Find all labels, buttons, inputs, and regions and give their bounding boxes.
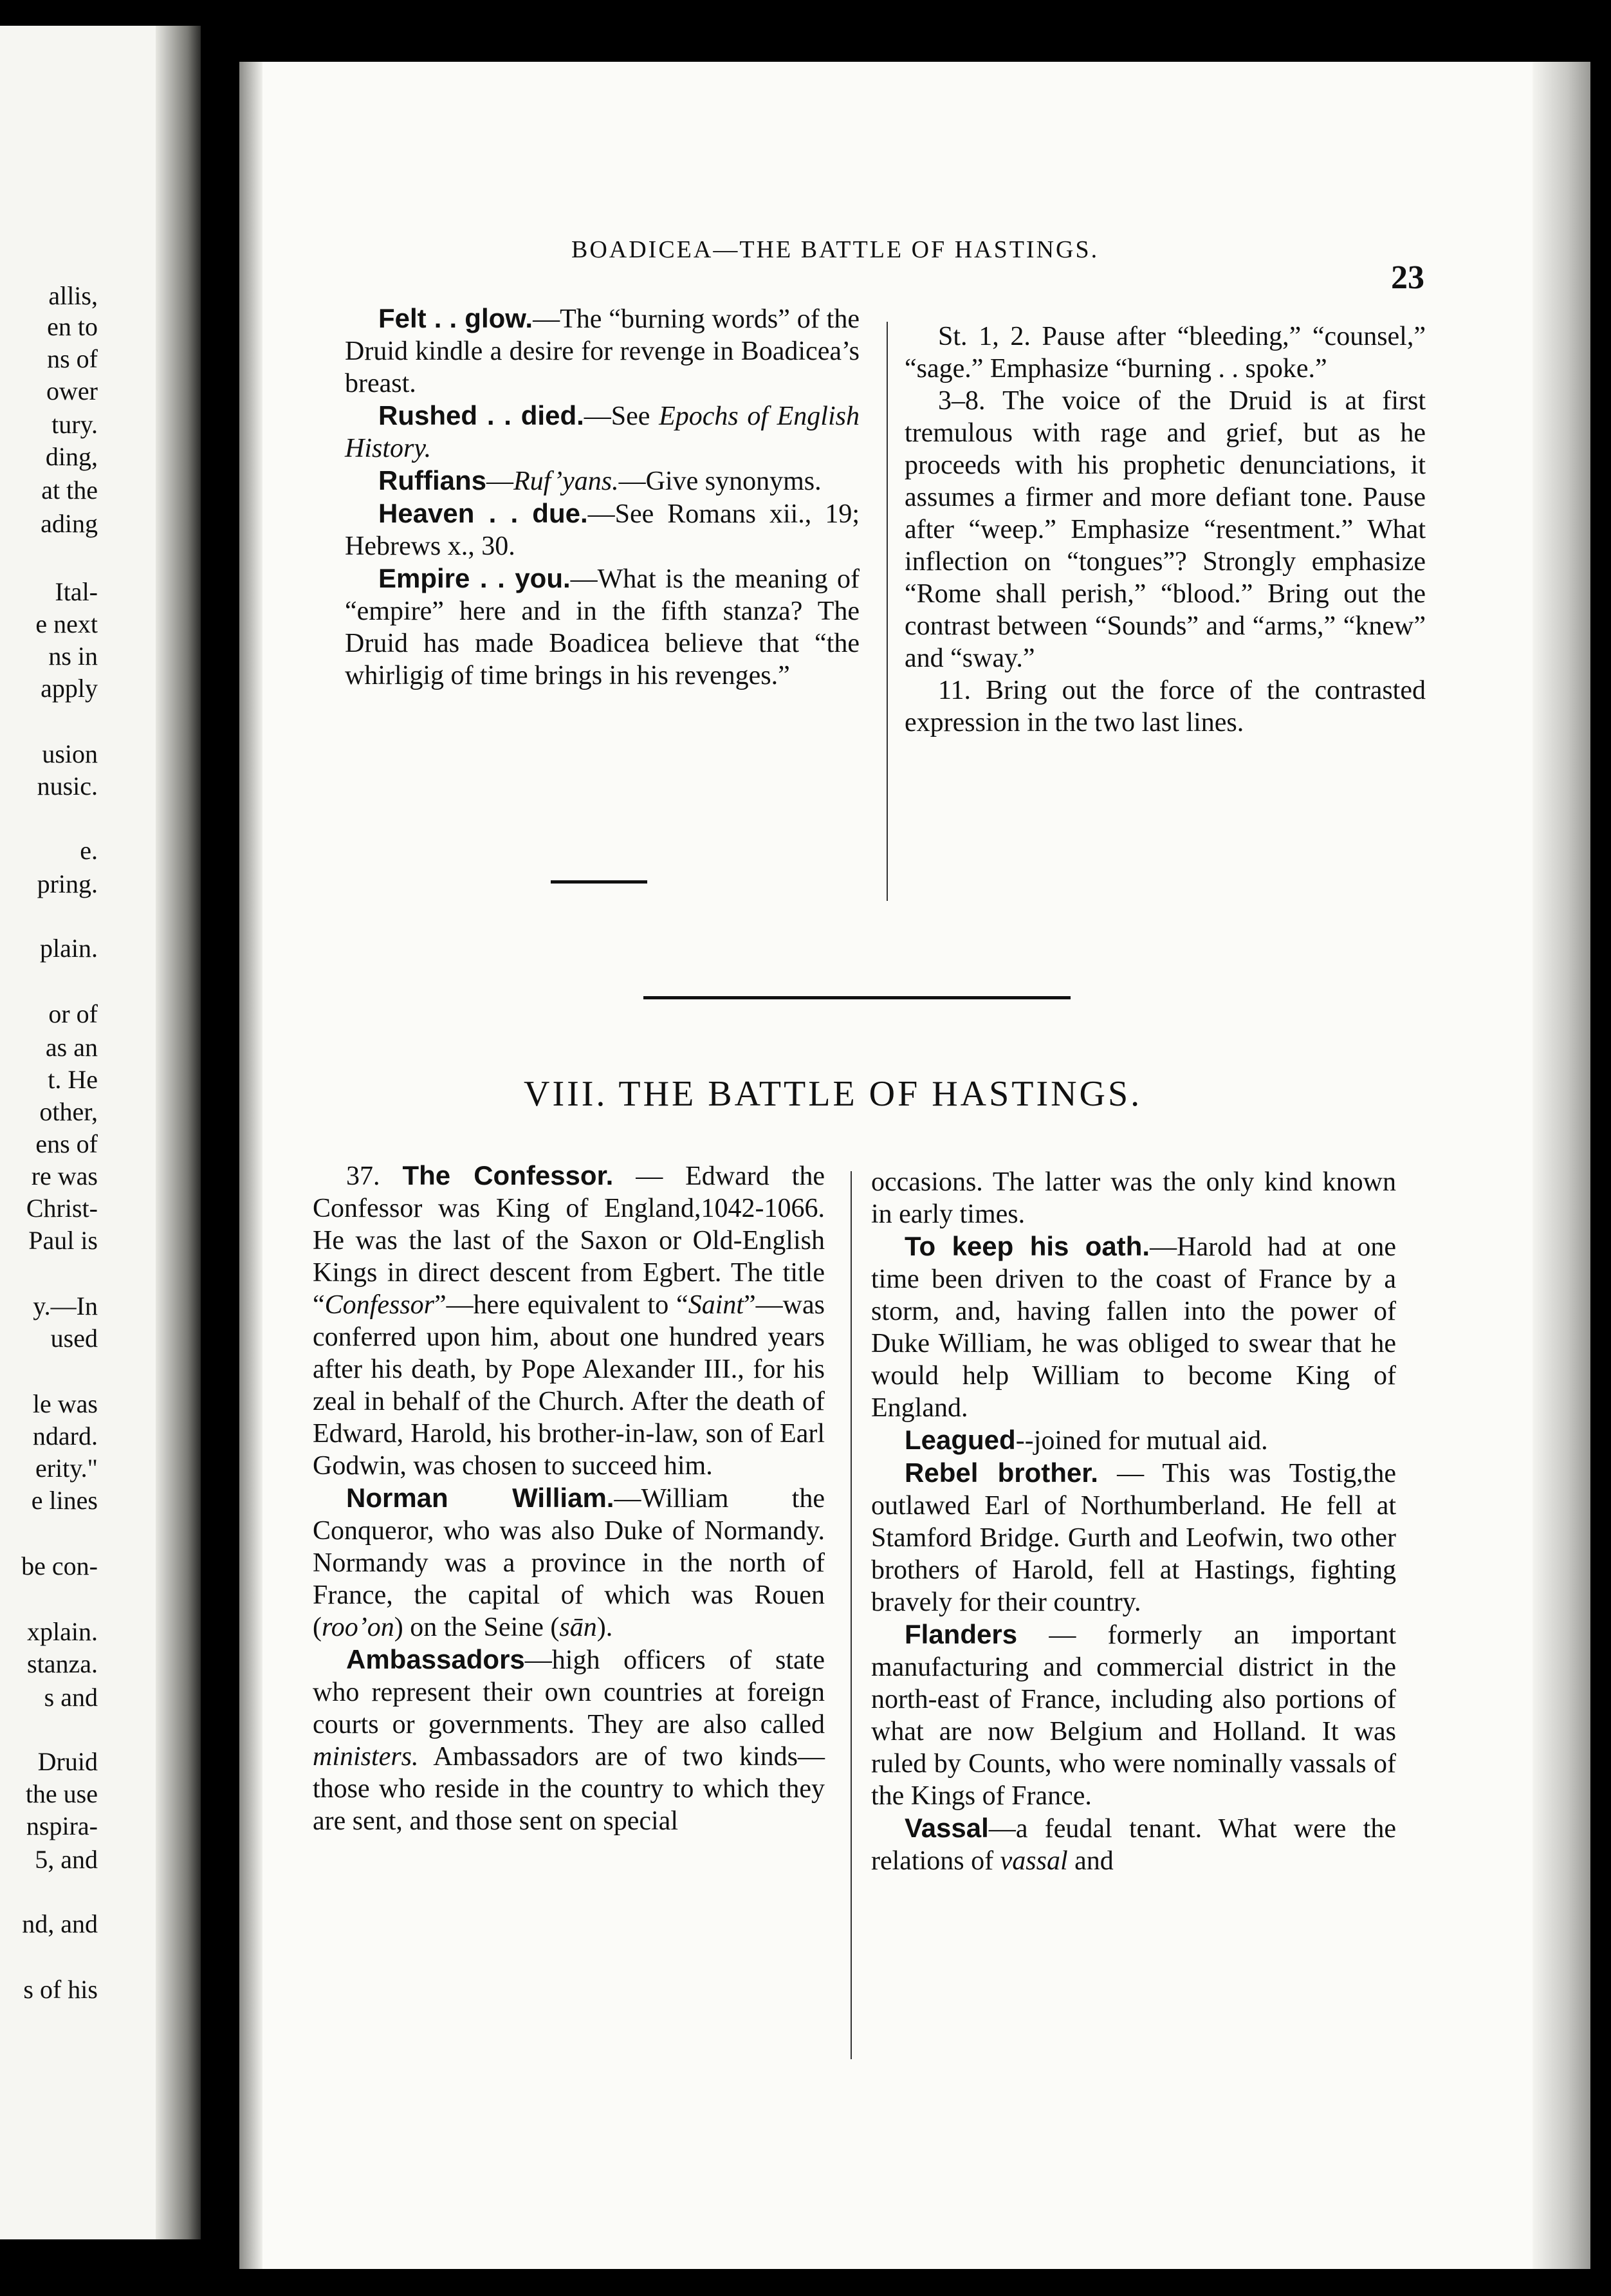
note-ruffians-dash: — (486, 467, 513, 496)
note-rebel (871, 1457, 1396, 1618)
note-confessor-text-a: — Edward the Confessor was King of England,1042-1066. He was the last of the Saxon or Old-English Kings in direct descent from Egbert. The title “ (313, 1162, 825, 1320)
note-ambassadors (313, 1643, 825, 1837)
term-ruffians: Ruffians (378, 465, 486, 495)
note-confessor-text-c: ”—was conferred upon him, about one hundred years after his death, by Pope Alexander III., for his zeal in behalf of the Church. After the death of Edward, Harold, his brother-in-law, son of Earl Godwin, was chosen to succeed him. (313, 1290, 825, 1481)
note-vassal (871, 1812, 1396, 1877)
margin-fragment: xplain. (27, 1617, 98, 1646)
note-flanders-text: — formerly an important manufacturing and commercial district in the north-east of France, including also portions of what are now Belgium and Holland. It was ruled by Counts, who were nominally vassals of the Kings of France. (871, 1620, 1396, 1811)
note-leagued-text: --joined for mutual aid. (1015, 1426, 1268, 1456)
margin-fragment: ading (41, 509, 98, 538)
margin-fragment: nusic. (37, 772, 98, 801)
note-norman-text-a: —William the Conqueror, who was also Duke of Normandy. Normandy was a province in the north of France, the capital of which was Rouen ( (313, 1484, 825, 1642)
note-ruffians-pron: Ruf’yans. (513, 467, 619, 496)
margin-fragment: e lines (31, 1486, 98, 1515)
margin-fragment: allis, (48, 281, 98, 310)
margin-fragment: stanza. (27, 1649, 98, 1678)
margin-fragment: other, (39, 1097, 98, 1126)
note-norman-text-b: ) on the Seine ( (394, 1613, 560, 1642)
margin-fragment: Paul is (28, 1226, 98, 1255)
margin-fragment: at the (41, 476, 98, 505)
margin-fragment: ower (46, 376, 98, 405)
term-oath: To keep his oath. (905, 1231, 1150, 1261)
note-amb-text-b: Ambassadors are of two kinds—those who reside in the country to which they are sent, and those sent on special (313, 1742, 825, 1836)
margin-fragment: ns in (48, 642, 98, 671)
margin-fragment: le was (32, 1389, 98, 1418)
margin-fragment: s of his (23, 1975, 98, 2004)
book-gutter (156, 26, 201, 2239)
note-empire-text: —What is the meaning of “empire” here and in the fifth stanza? The Druid has made Boadicea believe that “the whirligig of time brings in his revenges.” (345, 564, 860, 690)
margin-fragment: e next (35, 609, 98, 638)
note-heaven-text: —See Romans xii., 19; Hebrews x., 30. (345, 499, 860, 561)
note-continuation: occasions. The latter was the only kind known in early times. (871, 1167, 1396, 1229)
column-rule-bottom (851, 1171, 852, 2059)
term-flanders: Flanders (905, 1619, 1018, 1649)
margin-fragment: y.—In (33, 1292, 98, 1320)
running-head: BOADICEA—THE BATTLE OF HASTINGS. (571, 236, 1100, 263)
margin-fragment: ens of (35, 1129, 98, 1158)
note-ruffians-text: —Give synonyms. (618, 467, 822, 496)
margin-fragment: ns of (47, 344, 98, 373)
term-confessor: The Confessor. (402, 1160, 614, 1190)
section-title: VIII. THE BATTLE OF HASTINGS. (524, 1074, 1143, 1114)
notes-column-bottom-right (871, 1166, 1396, 1877)
note-norman-text-c: ). (596, 1613, 613, 1642)
page-number: 23 (1391, 259, 1424, 296)
pron-rouen: roo’on (322, 1613, 394, 1642)
note-stanza-3-8: 3–8. The voice of the Druid is at first tremulous with rage and grief, but as he proceeds with his prophetic denunciations, it assumes a firmer and more defiant tone. Pause after “weep.” Emphasize “resentment.” What inflection on “tongues”? Strongly emphasize “Rome shall perish,” “blood.” Bring out the contrast between “Sounds” and “arms,” “knew” and “sway.” (905, 386, 1426, 673)
word-confessor: Confessor (324, 1290, 435, 1320)
pron-seine: sān (559, 1613, 597, 1642)
left-page (0, 26, 201, 2239)
margin-fragment: be con- (21, 1551, 98, 1580)
word-vassal: vassal (1000, 1846, 1068, 1876)
margin-fragment: or of (48, 999, 98, 1028)
note-heaven (345, 497, 860, 562)
margin-fragment: ding, (45, 442, 98, 471)
margin-fragment: 5, and (35, 1845, 98, 1874)
note-oath-text: —Harold had at one time been driven to the coast of France by a storm, and, having fallen into the power of Duke William, he was obliged to swear that he would help William to become King of England. (871, 1232, 1396, 1423)
note-stanza-11: 11. Bring out the force of the contrasted expression in the two last lines. (905, 676, 1426, 737)
term-ambassadors: Ambassadors (346, 1644, 525, 1674)
margin-fragment: plain. (40, 934, 98, 963)
note-ruffians (345, 465, 860, 497)
note-stanza-1-2: St. 1, 2. Pause after “bleeding,” “counsel,” “sage.” Emphasize “burning . . spoke.” (905, 322, 1426, 384)
note-empire (345, 562, 860, 692)
term-norman-william: Norman William. (346, 1483, 614, 1513)
note-rushed-text: —See (584, 402, 659, 431)
word-ministers: ministers. (313, 1742, 419, 1772)
margin-fragment: erity." (35, 1454, 98, 1483)
margin-fragment: as an (45, 1033, 98, 1062)
margin-fragment: usion (42, 739, 98, 768)
note-confessor-text-b: ”—here equivalent to “ (434, 1290, 688, 1320)
term-rushed: Rushed . . died. (378, 400, 584, 430)
term-felt: Felt . . glow. (378, 303, 533, 333)
section-divider (643, 996, 1071, 999)
margin-fragment: apply (41, 674, 98, 703)
margin-fragment: e. (80, 836, 98, 865)
short-rule (551, 880, 647, 884)
margin-fragment: Druid (37, 1747, 98, 1776)
note-felt (345, 302, 860, 400)
note-rushed-ref: Epochs of English History. (345, 402, 860, 463)
term-empire: Empire . . you. (378, 563, 571, 593)
note-vassal-text-a: —a feudal tenant. What were the relations of (871, 1814, 1396, 1876)
note-oath (871, 1230, 1396, 1424)
note-rushed (345, 400, 860, 465)
note-leagued (871, 1424, 1396, 1457)
word-saint: Saint (688, 1290, 744, 1320)
margin-fragment: Ital- (55, 577, 98, 606)
term-heaven: Heaven . . due. (378, 498, 588, 528)
margin-fragment: nspira- (26, 1811, 98, 1840)
note-norman (313, 1482, 825, 1643)
term-leagued: Leagued (905, 1425, 1016, 1455)
note-confessor (313, 1160, 825, 1482)
note-amb-text-a: —high officers of state who represent their own countries at foreign courts or governments. They are also called (313, 1645, 825, 1739)
margin-fragment: Christ- (26, 1194, 98, 1223)
notes-column-top-left (345, 302, 860, 692)
margin-fragment: re was (31, 1162, 98, 1190)
notes-column-bottom-left (313, 1160, 825, 1837)
term-rebel-brother: Rebel brother. (905, 1458, 1098, 1488)
margin-fragment: nd, and (22, 1909, 98, 1938)
margin-fragment: t. He (48, 1065, 98, 1094)
notes-column-top-right (905, 320, 1426, 739)
margin-fragment: the use (25, 1779, 98, 1808)
margin-fragment: tury. (51, 410, 98, 439)
note-number: 37. (346, 1162, 380, 1191)
note-rebel-text: — This was Tostig,the outlawed Earl of Northumberland. He fell at Stamford Bridge. Gurth and Leofwin, two other brothers of Harold, fell at Hastings, fighting bravely for their country. (871, 1459, 1396, 1617)
note-felt-text: —The “burning words” of the Druid kindle a desire for revenge in Boadicea’s breast. (345, 304, 860, 398)
margin-fragment: en to (47, 312, 98, 341)
margin-fragment: used (50, 1324, 98, 1353)
margin-fragment: s and (44, 1683, 98, 1712)
column-rule-top (887, 322, 888, 901)
margin-fragment: ndard. (32, 1421, 98, 1450)
term-vassal: Vassal (905, 1813, 989, 1843)
note-flanders (871, 1618, 1396, 1812)
note-vassal-text-b: and (1067, 1846, 1114, 1876)
margin-fragment: pring. (37, 869, 98, 898)
